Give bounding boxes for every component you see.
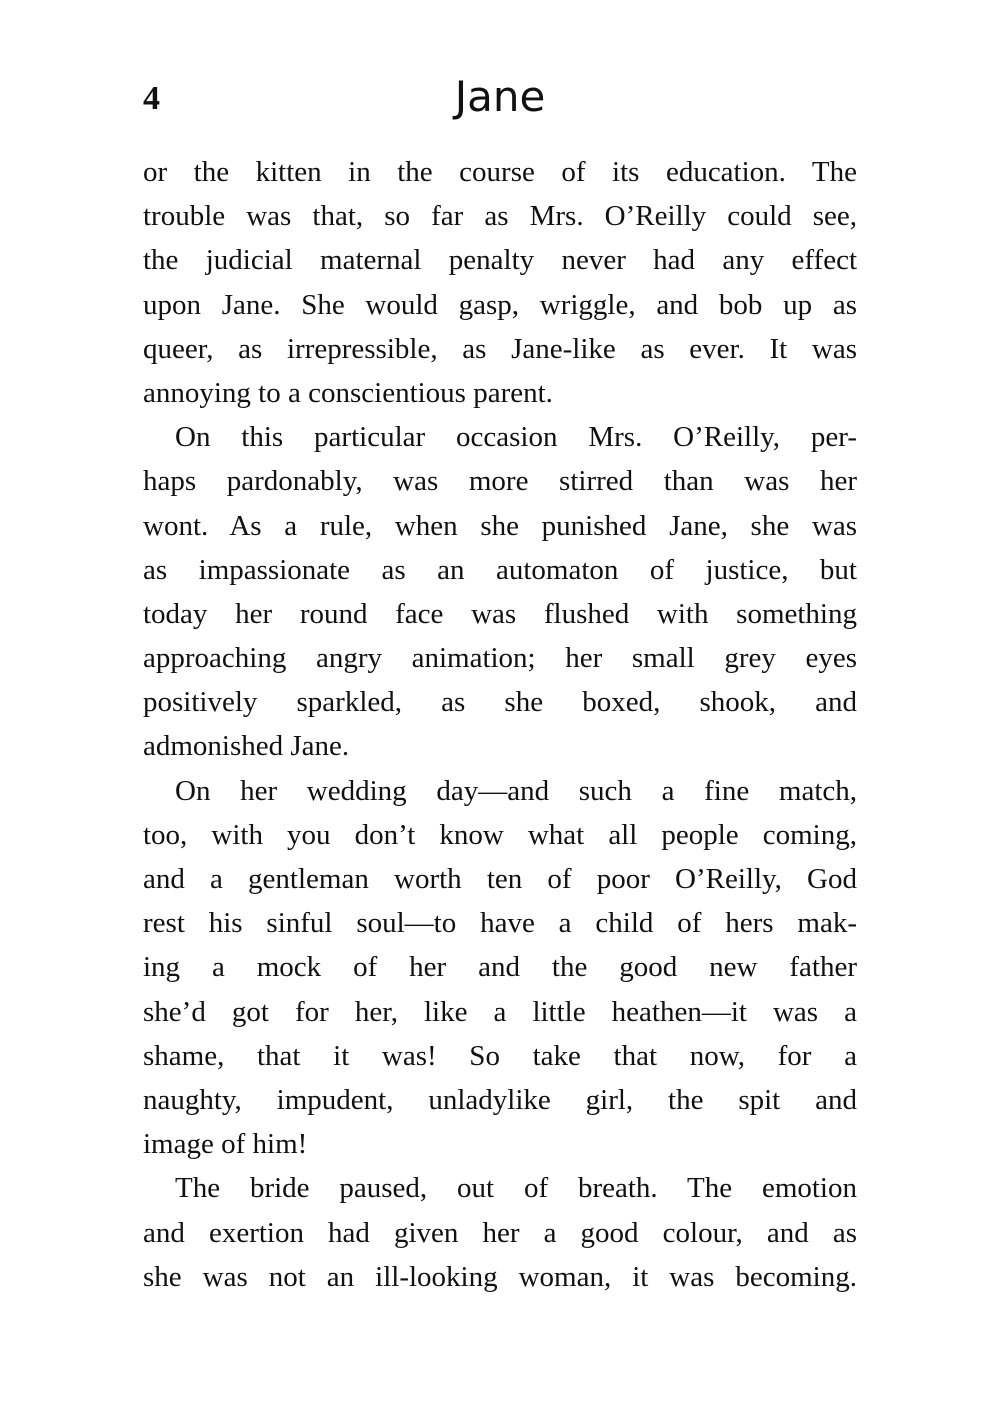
text-line: trouble was that, so far as Mrs. O’Reilly could see, xyxy=(143,200,857,233)
text-line: approaching angry animation; her small grey eyes xyxy=(143,642,857,675)
paragraph-3 xyxy=(143,769,857,1167)
text-line: ing a mock of her and the good new father xyxy=(143,951,857,984)
page-header xyxy=(143,72,857,132)
text-line: haps pardonably, was more stirred than was her xyxy=(143,465,857,498)
text-line: shame, that it was! So take that now, for a xyxy=(143,1039,857,1072)
text-line: The bride paused, out of breath. The emotion xyxy=(175,1172,857,1205)
text-line: she was not an ill-looking woman, it was becoming. xyxy=(143,1260,857,1293)
text-line: admonished Jane. xyxy=(143,730,350,763)
paragraph-2 xyxy=(143,415,857,769)
text-line: rest his sinful soul—to have a child of hers mak- xyxy=(143,907,857,940)
text-line: and a gentleman worth ten of poor O’Reilly, God xyxy=(143,863,857,895)
paragraph-1 xyxy=(143,150,857,415)
text-line: and exertion had given her a good colour, and as xyxy=(143,1216,857,1249)
paragraph-4 xyxy=(143,1166,857,1299)
text-line: queer, as irrepressible, as Jane-like as ever. It was xyxy=(143,332,857,365)
text-line: upon Jane. She would gasp, wriggle, and bob up as xyxy=(143,288,857,321)
text-line: naughty, impudent, unladylike girl, the spit and xyxy=(143,1083,857,1116)
text-line: On her wedding day—and such a fine match, xyxy=(175,774,857,807)
text-line: the judicial maternal penalty never had any effect xyxy=(143,244,857,277)
text-line: image of him! xyxy=(143,1128,308,1161)
text-line: or the kitten in the course of its education. The xyxy=(143,156,857,188)
text-line: as impassionate as an automaton of justice, but xyxy=(143,553,857,586)
running-title: Jane xyxy=(454,72,546,121)
text-line: she’d got for her, like a little heathen—it was a xyxy=(143,995,857,1028)
text-line: too, with you don’t know what all people coming, xyxy=(143,818,857,851)
page-number: 4 xyxy=(143,80,160,117)
text-line: wont. As a rule, when she punished Jane, she was xyxy=(143,509,857,542)
text-line: today her round face was flushed with something xyxy=(143,597,857,630)
text-line: On this particular occasion Mrs. O’Reilly, per- xyxy=(175,421,857,454)
text-line: positively sparkled, as she boxed, shook, and xyxy=(143,686,857,719)
text-line: annoying to a conscientious parent. xyxy=(143,376,553,409)
body-text xyxy=(143,150,857,1299)
